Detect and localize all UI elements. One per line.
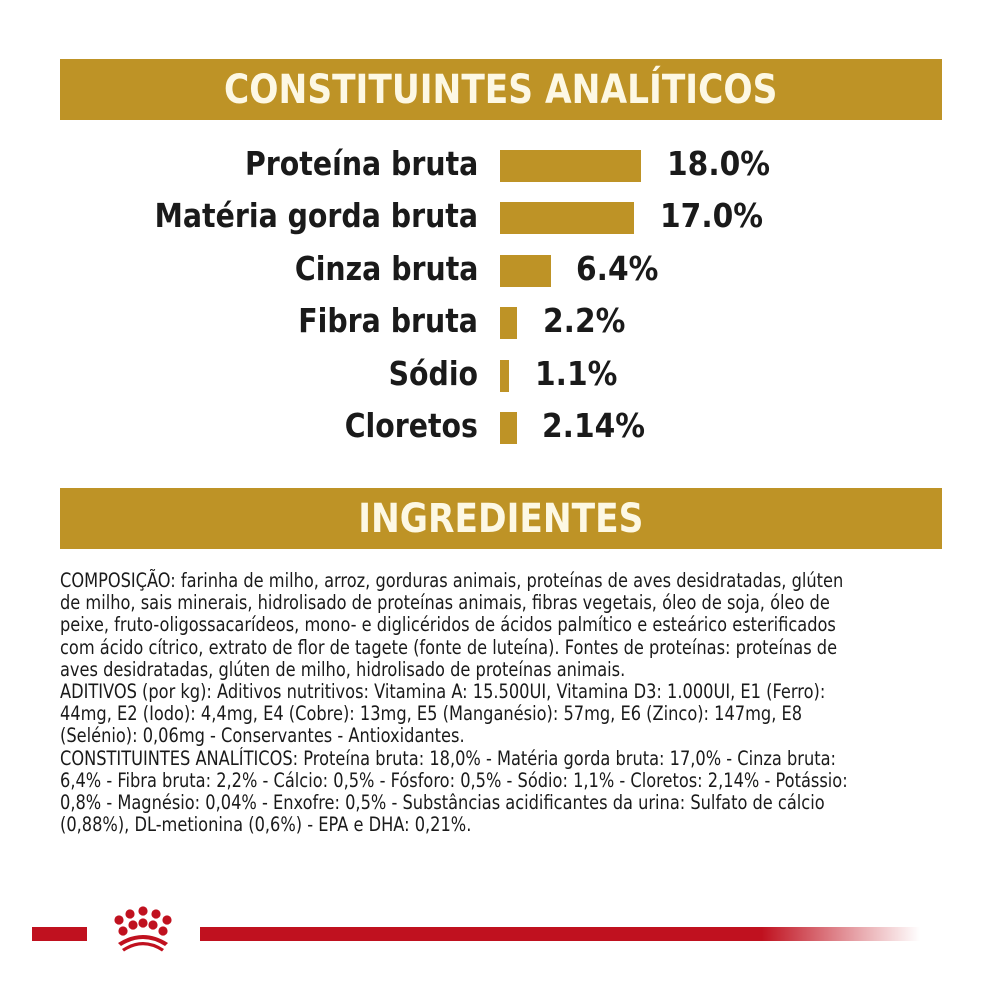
analytical-constituents-banner — [60, 59, 942, 120]
chart-bar — [500, 150, 641, 182]
analytical-line: (0,88%), DL-metionina (0,6%) - EPA e DHA: 0,21%. — [60, 813, 472, 837]
analytical-line: 6,4% - Fibra bruta: 2,2% - Cálcio: 0,5% - Fósforo: 0,5% - Sódio: 1,1% - Cloretos: 2,14% - Potássio: — [60, 768, 848, 792]
chart-row-value: 2.2% — [543, 301, 626, 340]
chart-bar — [500, 360, 509, 392]
royal-canin-crown-icon — [92, 905, 194, 955]
chart-row-value: 17.0% — [660, 196, 764, 235]
ingredients-text — [60, 570, 980, 836]
chart-bar — [500, 412, 517, 444]
red-stripe-left — [32, 927, 87, 941]
chart-row-label: Proteína bruta — [244, 144, 478, 183]
analytical-line: 0,8% - Magnésio: 0,04% - Enxofre: 0,5% - Substâncias acidificantes da urina: Sulfato de cálcio — [60, 791, 825, 815]
additives-line: ADITIVOS (por kg): Aditivos nutritivos: Vitamina A: 15.500UI, Vitamina D3: 1.000UI, E1 (Ferro): — [60, 680, 826, 704]
additives-line: (Selénio): 0,06mg - Conservantes - Antioxidantes. — [60, 724, 465, 748]
chart-row-label: Cloretos — [344, 406, 478, 445]
chart-row-label: Sódio — [388, 354, 478, 393]
ingredients-line: com ácido cítrico, extrato de flor de tagete (fonte de luteína). Fontes de proteínas: proteínas de — [60, 635, 838, 659]
ingredients-line: de milho, sais minerais, hidrolisado de proteínas animais, fibras vegetais, óleo de soja, óleo de — [60, 591, 830, 615]
chart-row-label: Cinza bruta — [294, 249, 478, 288]
ingredients-banner — [60, 488, 942, 549]
chart-bar — [500, 255, 551, 287]
chart-row-label: Matéria gorda bruta — [154, 196, 478, 235]
ingredients-line: COMPOSIÇÃO: farinha de milho, arroz, gorduras animais, proteínas de aves desidratadas, glúten — [60, 569, 844, 592]
chart-row-value: 2.14% — [542, 406, 646, 445]
chart-row-label: Fibra bruta — [298, 301, 478, 340]
ingredients-title: INGREDIENTES — [358, 495, 644, 542]
chart-bar — [500, 202, 634, 234]
analytical-line: CONSTITUINTES ANALÍTICOS: Proteína bruta: 18,0% - Matéria gorda bruta: 17,0% - Cinza bruta: — [60, 746, 836, 770]
chart-row-ash — [0, 245, 1000, 297]
chart-row-value: 1.1% — [535, 354, 618, 393]
chart-bar — [500, 307, 517, 339]
chart-row-fibre — [0, 297, 1000, 349]
red-stripe-right — [200, 927, 920, 941]
chart-row-protein — [0, 140, 1000, 192]
ingredients-line: peixe, fruto-oligossacarídeos, mono- e diglicéridos de ácidos palmítico e esteárico esterificados — [60, 613, 836, 637]
chart-row-fat — [0, 192, 1000, 244]
chart-row-sodium — [0, 350, 1000, 402]
brand-footer — [0, 905, 1000, 955]
ingredients-line: aves desidratadas, glúten de milho, hidrolisado de proteínas animais. — [60, 657, 626, 681]
chart-row-chlorides — [0, 402, 1000, 454]
chart-row-value: 18.0% — [667, 144, 771, 183]
additives-line: 44mg, E2 (Iodo): 4,4mg, E4 (Cobre): 13mg, E5 (Manganésio): 57mg, E6 (Zinco): 147mg, E8 — [60, 702, 803, 726]
analytical-constituents-title: CONSTITUINTES ANALÍTICOS — [224, 66, 778, 113]
chart-row-value: 6.4% — [576, 249, 659, 288]
